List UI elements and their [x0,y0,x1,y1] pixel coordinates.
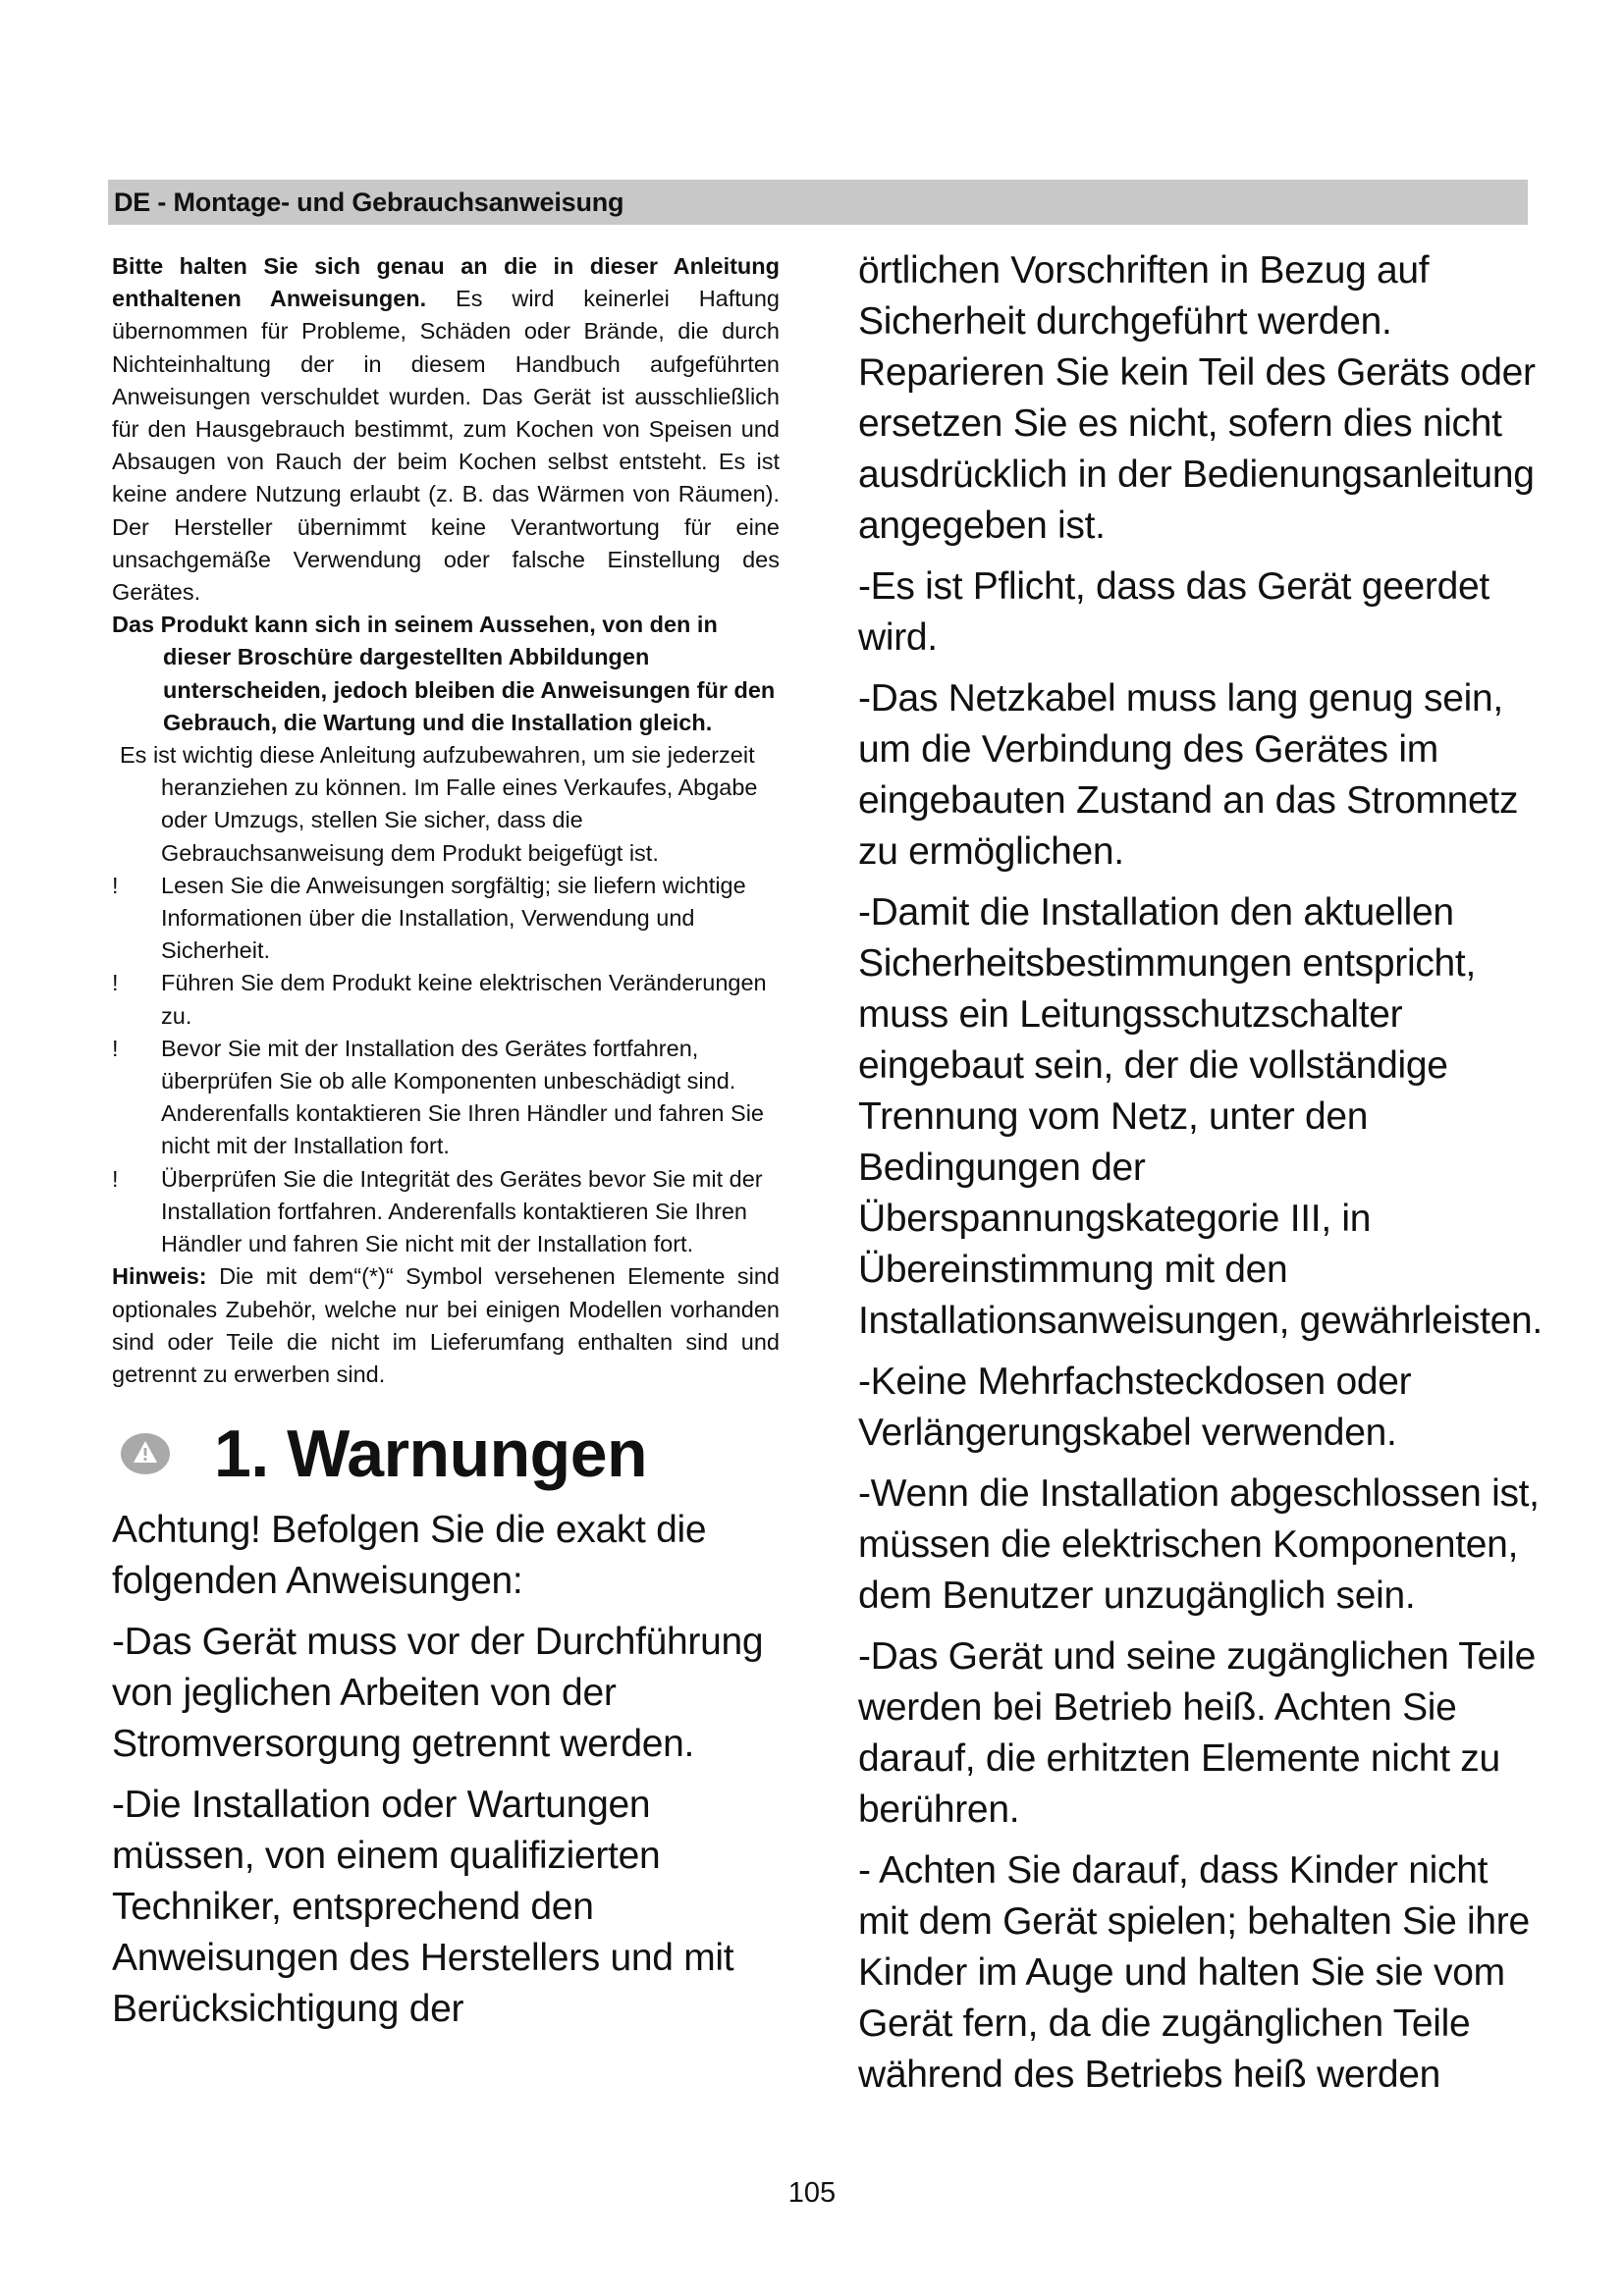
body-paragraph: -Die Installation oder Wartungen müssen, von einem qualifizierten Techniker, entsprechend den Anweisungen des Herstellers und mit Berücksichtigung der [112,1784,734,2031]
body-paragraph: -Das Netzkabel muss lang genug sein, um die Verbindung des Gerätes im eingebauten Zustand an das Stromnetz zu ermöglichen. [858,677,1519,873]
body-paragraph: Achtung! Befolgen Sie die exakt die folgenden Anweisungen: [112,1509,707,1603]
left-column [112,250,780,2045]
body-paragraph: -Wenn die Installation abgeschlossen ist, müssen die elektrischen Komponenten, dem Benutzer unzugänglich sein. [858,1472,1540,1617]
warning-triangle-icon [120,1432,171,1475]
warning-text: Lesen Sie die Anweisungen sorgfältig; sie liefern wichtige Informationen über die Installation, Verwendung und Sicherheit. [161,872,746,964]
body-paragraph: -Das Gerät und seine zugänglichen Teile werden bei Betrieb heiß. Achten Sie darauf, die erhitzten Elemente nicht zu berühren. [858,1635,1537,1831]
body-paragraph: -Das Gerät muss vor der Durchführung von jeglichen Arbeiten von der Stromversorgung getrennt werden. [112,1621,764,1766]
exclamation-mark: ! [112,872,119,898]
intro-paragraph [112,250,780,609]
exclamation-mark: ! [112,1165,119,1192]
intro-text: Es wird keinerlei Haftung übernommen für Probleme, Schäden oder Brände, die durch Nichteinhaltung der in diesem Handbuch aufgeführten Anweisungen verschuldet wurden. Das Gerät ist ausschließlich für den Hausgebrauch bestimmt, zum Kochen von Speisen und Absaugen von Rauch der beim Kochen selbst entsteht. Es ist keine andere Nutzung erlaubt (z. B. das Wärmen von Räumen). Der Hersteller übernimmt keine Verantwortung für eine unsachgemäße Verwendung oder falsche Einstellung des Gerätes. [112,286,780,606]
exclamation-mark: ! [112,1035,119,1061]
body-paragraph: -Es ist Pflicht, dass das Gerät geerdet wird. [858,565,1489,659]
keep-note: Es ist wichtig diese Anleitung aufzubewahren, um sie jederzeit heranziehen zu können. Im Falle eines Verkaufes, Abgabe oder Umzugs, stellen Sie sicher, dass die Gebrauchsanweisung dem Produkt beigefügt ist. [120,742,758,866]
warning-item [112,1033,780,1163]
warning-text: Überprüfen Sie die Integrität des Gerätes bevor Sie mit der Installation fortfahren. Anderenfalls kontaktieren Sie Ihren Händler und fahren Sie nicht mit der Installation fort. [161,1165,763,1257]
section-heading [112,1403,780,1505]
hint-label: Hinweis: [112,1263,207,1290]
warning-text: Führen Sie dem Produkt keine elektrischen Veränderungen zu. [161,970,767,1029]
intro-bold: Bitte halten Sie sich genau an die in dieser Anleitung enthaltenen Anweisungen. [112,253,780,312]
warning-list [112,870,780,1260]
section-header-bar [108,180,1528,225]
right-column [858,245,1545,2110]
hint-text: Die mit dem“(*)“ Symbol versehenen Elemente sind optionales Zubehör, welche nur bei einigen Modellen vorhanden sind oder Teile die nicht im Lieferumfang enthalten sind und getrennt zu erwerben sind. [112,1263,780,1387]
header-title: DE - Montage- und Gebrauchsanweisung [114,187,624,217]
warning-item [112,967,780,1032]
exclamation-mark: ! [112,970,119,996]
warning-item [112,870,780,968]
body-paragraph: örtlichen Vorschriften in Bezug auf Sicherheit durchgeführt werden. Reparieren Sie kein Teil des Geräts oder ersetzen Sie es nicht, sofern dies nicht ausdrücklich in der Bedienungsanleitung angegeben ist. [858,249,1536,547]
section-title: 1. Warnungen [214,1416,648,1492]
body-paragraph: -Damit die Installation den aktuellen Sicherheitsbestimmungen entspricht, muss ein Leitungsschutzschalter eingebaut sein, der die vollständige Trennung vom Netz, unter den Bedingungen der Überspannungskategorie III, in Übereinstimmung mit den Installationsanweisungen, gewährleisten. [858,891,1543,1342]
hint-paragraph [112,1260,780,1391]
body-paragraph: -Keine Mehrfachsteckdosen oder Verlängerungskabel verwenden. [858,1361,1412,1454]
warning-text: Bevor Sie mit der Installation des Gerätes fortfahren, überprüfen Sie ob alle Komponenten unbeschädigt sind. Anderenfalls kontaktieren Sie Ihren Händler und fahren Sie nicht mit der Installation fort. [161,1035,764,1159]
page-number: 105 [787,2177,837,2209]
product-note: Das Produkt kann sich in seinem Aussehen, von den in dieser Broschüre dargestellten Abbildungen unterscheiden, jedoch bleiben die Anweisungen für den Gebrauch, die Wartung und die Installation gleich. [112,612,776,735]
warning-item [112,1163,780,1261]
body-paragraph: - Achten Sie darauf, dass Kinder nicht mit dem Gerät spielen; behalten Sie ihre Kinder im Auge und halten Sie sie vom Gerät fern, da die zugänglichen Teile während des Betriebs heiß werden [858,1849,1530,2096]
